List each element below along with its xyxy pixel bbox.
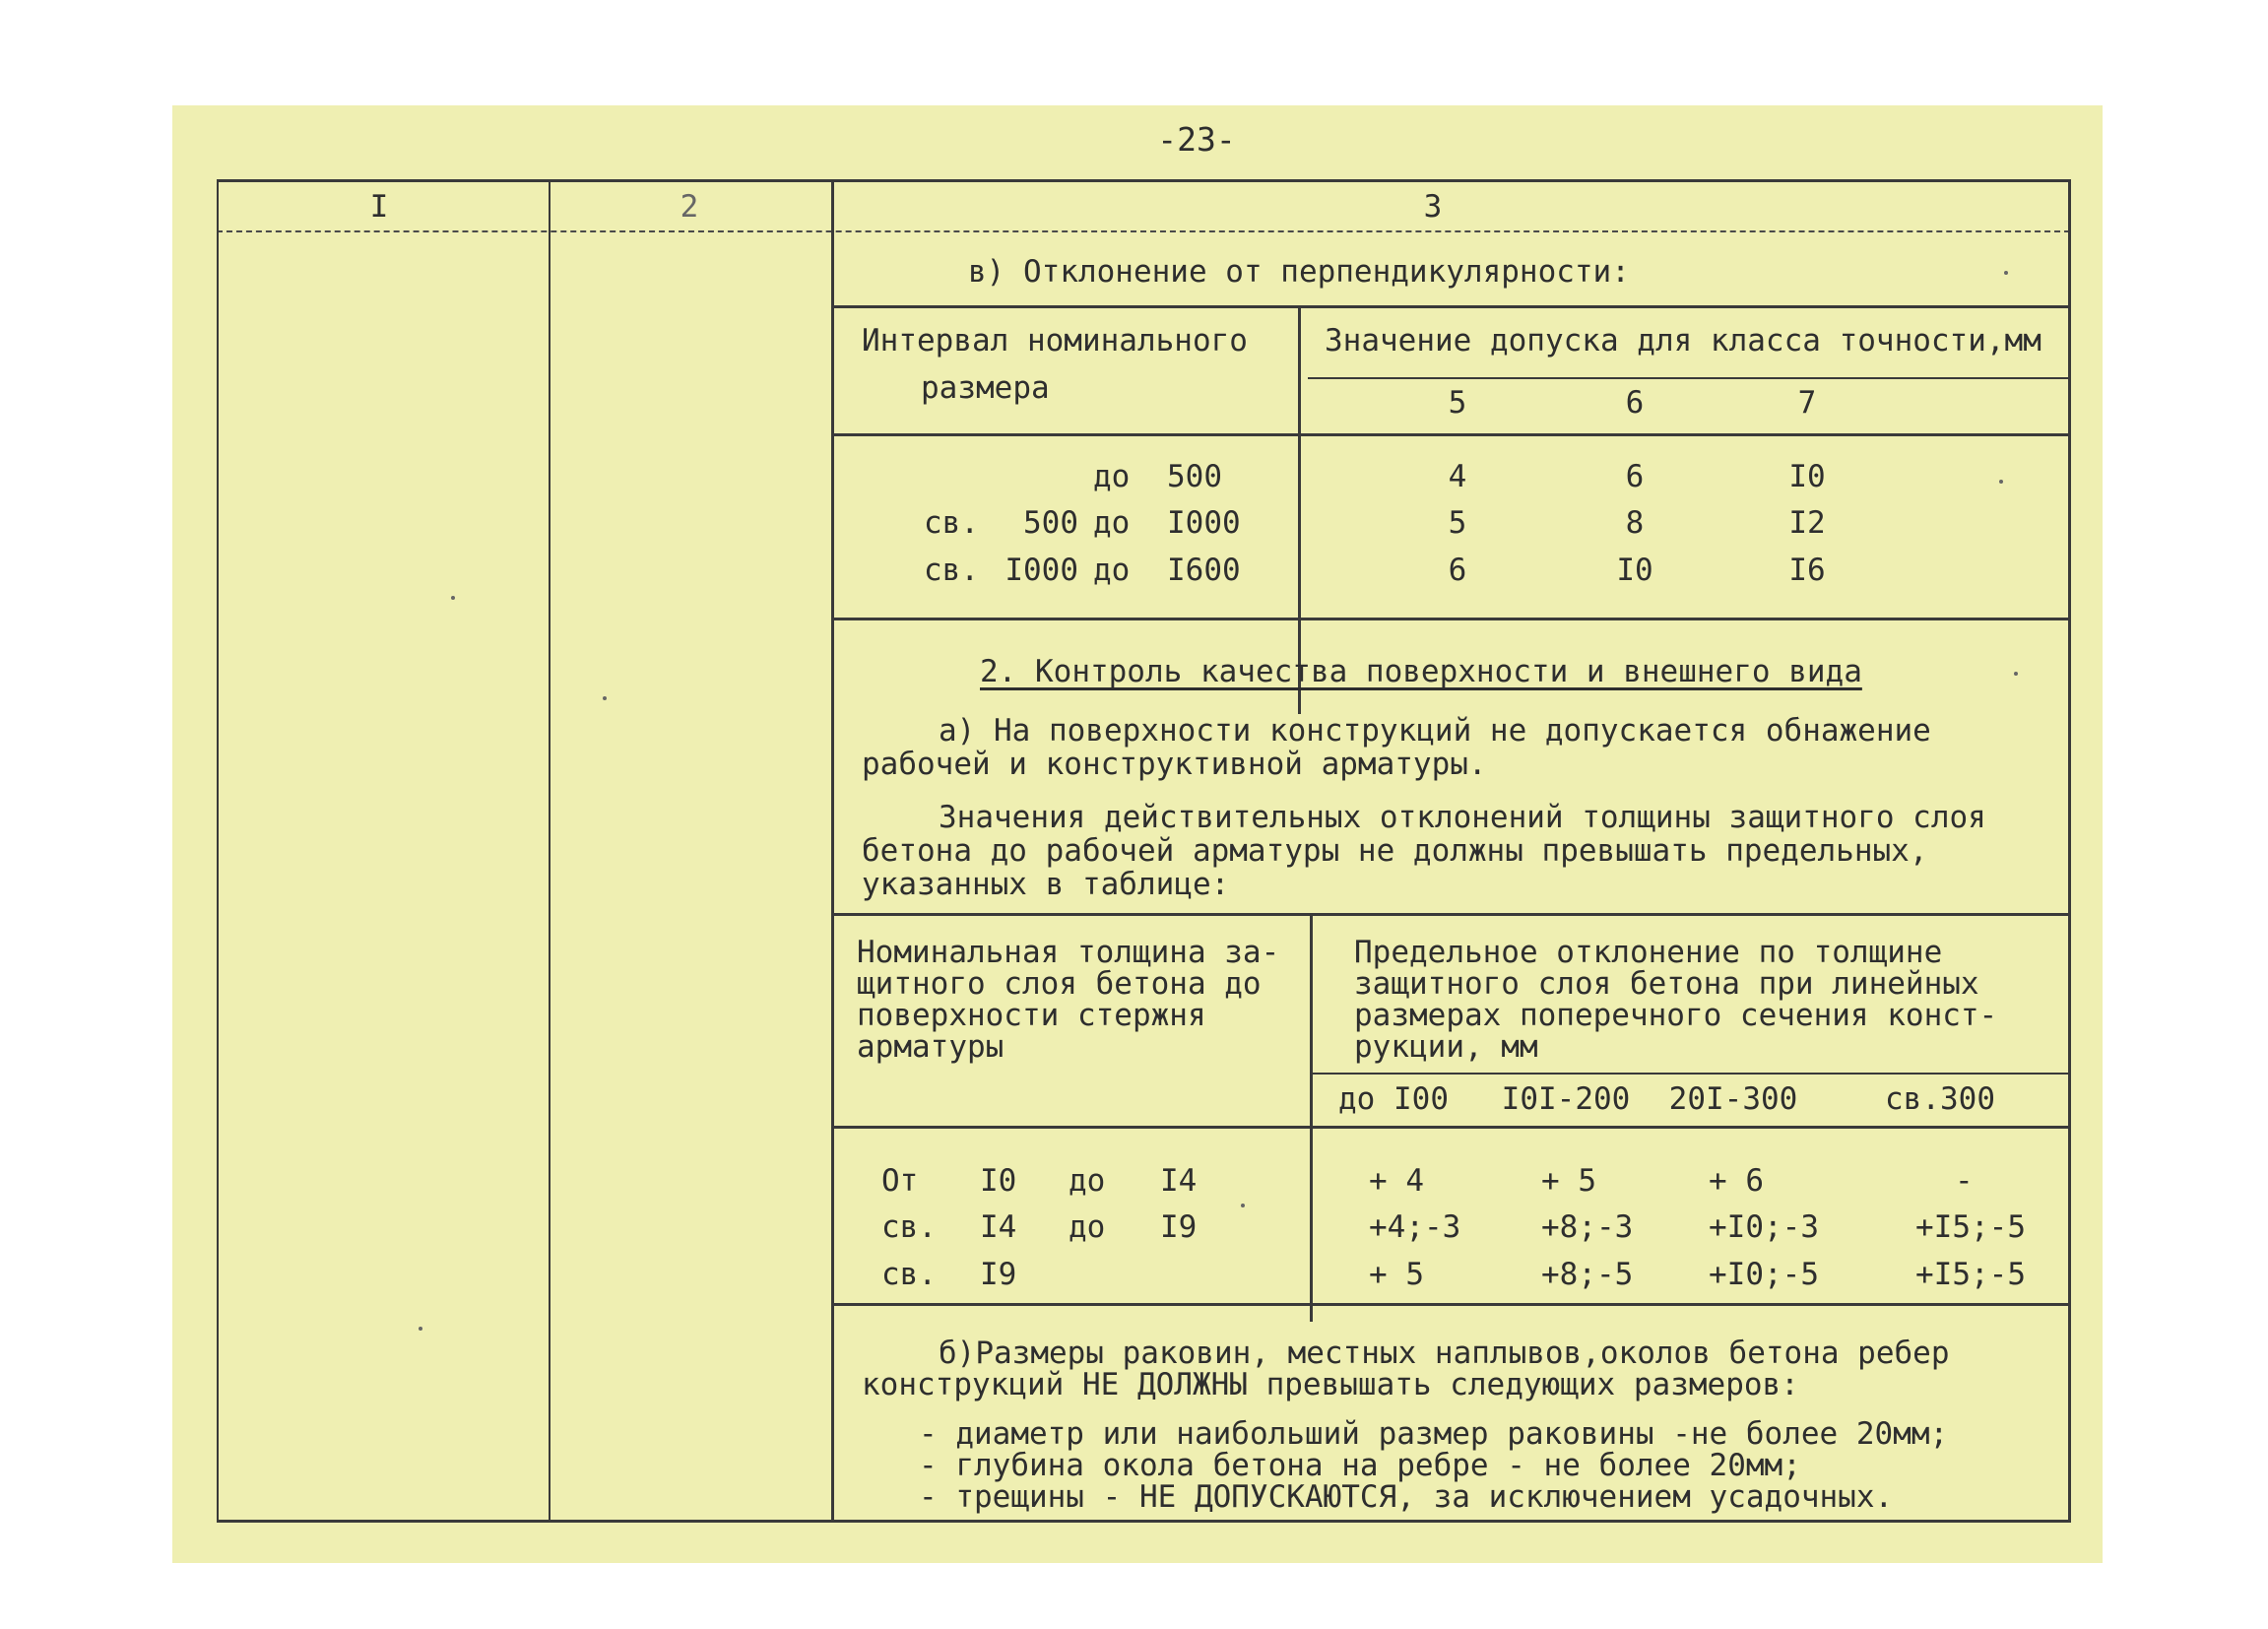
cover-row1-to-word: до [1069, 1163, 1106, 1199]
defects-item-2: - глубина окола бетона на ребре - не более 20мм; [919, 1448, 1801, 1483]
perp-row2-prefix: св. [924, 505, 979, 541]
perp-row2-class6: 8 [1625, 505, 1645, 541]
defects-b-line1: б)Размеры раковин, местных наплывов,околов бетона ребер [939, 1336, 1950, 1371]
cover-row3-val2: +8;-5 [1541, 1257, 1634, 1292]
perp-row1-class5: 4 [1448, 459, 1467, 494]
surface-quality-title: 2. Контроль качества поверхности и внешнего вида [980, 654, 1862, 689]
perp-table-bottom-line [832, 618, 2068, 620]
scan-speck [2014, 672, 2018, 676]
surface-a-line1: а) На поверхности конструкций не допускается обнажение [939, 713, 1931, 749]
cover-row3-val1: + 5 [1369, 1257, 1424, 1292]
cover-head-left-line3: поверхности стержня [857, 998, 1206, 1033]
column-number-1: I [369, 189, 389, 225]
cover-head-right-line2: защитного слоя бетона при линейных [1354, 966, 1979, 1002]
cover-head-right-line1: Предельное отклонение по толщине [1354, 935, 1943, 970]
scan-speck [451, 596, 455, 600]
column-divider-1 [549, 179, 551, 1523]
cover-table-top-line [832, 913, 2068, 916]
cover-row3-prefix: св. [881, 1257, 937, 1292]
cover-row3-val4: +I5;-5 [1915, 1257, 2026, 1292]
perpendicularity-title: в) Отклонение от перпендикулярности: [968, 254, 1630, 290]
perp-row3-from: I000 [1004, 553, 1078, 588]
defects-b-line2: конструкций НЕ ДОЛЖНЫ превышать следующих размеров: [862, 1367, 1799, 1402]
cover-table-divider [1310, 913, 1313, 1322]
perp-row1-class7: I0 [1788, 459, 1826, 494]
cover-head-right-line4: рукции, мм [1354, 1029, 1538, 1065]
cover-row3-val3: +I0;-5 [1709, 1257, 1819, 1292]
cover-head-right-line3: размерах поперечного сечения конст- [1354, 998, 1998, 1033]
surface-para-line2: бетона до рабочей арматуры не должны превышать предельных, [862, 833, 1928, 869]
perp-table-divider [1298, 305, 1301, 714]
scan-speck [1999, 480, 2003, 484]
perp-head-tolerance: Значение допуска для класса точности,мм [1325, 323, 2041, 358]
cover-head-left-line4: арматуры [857, 1029, 1004, 1065]
accuracy-class-7: 7 [1797, 385, 1817, 421]
defects-item-3: - трещины - НЕ ДОПУСКАЮТСЯ, за исключением усадочных. [919, 1479, 1894, 1515]
cover-row3-from: I9 [980, 1257, 1017, 1292]
perp-row2-class7: I2 [1788, 505, 1826, 541]
defects-item-1: - диаметр или наибольший размер раковины -не более 20мм; [919, 1416, 1949, 1452]
cover-row1-prefix: От [881, 1163, 919, 1199]
cover-subcol-3: 20I-300 [1668, 1081, 1798, 1117]
accuracy-class-5: 5 [1448, 385, 1467, 421]
perp-head-interval-line1: Интервал номинального [862, 323, 1248, 358]
cover-row2-val4: +I5;-5 [1915, 1209, 2026, 1245]
perp-row1-to-word: до [1093, 459, 1131, 494]
cover-head-left-line1: Номинальная толщина за- [857, 935, 1280, 970]
perp-row3-to-word: до [1093, 553, 1131, 588]
scan-speck [603, 696, 607, 700]
page-number: -23- [1157, 120, 1236, 159]
perp-row1-to: 500 [1167, 459, 1222, 494]
cover-subcol-1: до I00 [1338, 1081, 1449, 1117]
scan-speck [1241, 1204, 1245, 1207]
surface-para-line3: указанных в таблице: [862, 867, 1230, 902]
cover-row1-from: I0 [980, 1163, 1017, 1199]
scan-speck [2004, 271, 2008, 275]
perp-row2-to-word: до [1093, 505, 1131, 541]
cover-row2-val1: +4;-3 [1369, 1209, 1461, 1245]
cover-row2-val2: +8;-3 [1541, 1209, 1634, 1245]
cover-row2-prefix: св. [881, 1209, 937, 1245]
perp-head-sub-line [1308, 377, 2068, 379]
frame-bottom-line [217, 1520, 2070, 1523]
cover-table-bottom-line [832, 1303, 2068, 1306]
cover-row1-val1: + 4 [1369, 1163, 1424, 1199]
perp-row2-class5: 5 [1448, 505, 1467, 541]
cover-subcol-4: св.300 [1885, 1081, 1995, 1117]
cover-row1-val3: + 6 [1709, 1163, 1764, 1199]
column-number-3: 3 [1423, 189, 1443, 225]
cover-row2-from: I4 [980, 1209, 1017, 1245]
perp-row3-class6: I0 [1616, 553, 1653, 588]
perp-row3-class5: 6 [1448, 553, 1467, 588]
cover-row2-val3: +I0;-3 [1709, 1209, 1819, 1245]
perp-row3-class7: I6 [1788, 553, 1826, 588]
surface-a-line2: рабочей и конструктивной арматуры. [862, 747, 1487, 782]
accuracy-class-6: 6 [1625, 385, 1645, 421]
column-divider-2 [831, 179, 834, 1523]
cover-row1-to: I4 [1160, 1163, 1198, 1199]
cover-head-sub-line [1313, 1073, 2068, 1075]
cover-head-left-line2: щитного слоя бетона до [857, 966, 1262, 1002]
perp-table-top-line [832, 305, 2068, 308]
frame-left-line [217, 179, 219, 1523]
document-page [172, 105, 2103, 1563]
cover-row2-to-word: до [1069, 1209, 1106, 1245]
cover-head-bottom-line [832, 1126, 2068, 1129]
perp-row3-prefix: св. [924, 553, 979, 588]
perp-row1-class6: 6 [1625, 459, 1645, 494]
perp-row3-to: I600 [1167, 553, 1241, 588]
cover-row1-val4: - [1955, 1163, 1974, 1199]
perp-head-interval-line2: размера [921, 370, 1050, 406]
cover-row1-val2: + 5 [1541, 1163, 1596, 1199]
scan-speck [419, 1327, 422, 1331]
frame-right-line [2068, 179, 2071, 1523]
surface-para-line1: Значения действительных отклонений толщины защитного слоя [939, 800, 1986, 835]
column-number-2: 2 [680, 189, 699, 225]
header-separator-line [217, 230, 2070, 232]
cover-row2-to: I9 [1160, 1209, 1198, 1245]
frame-top-line [217, 179, 2070, 182]
perp-row2-from: 500 [1023, 505, 1078, 541]
perp-head-bottom-line [832, 433, 2068, 436]
perp-row2-to: I000 [1167, 505, 1241, 541]
cover-subcol-2: I0I-200 [1501, 1081, 1631, 1117]
